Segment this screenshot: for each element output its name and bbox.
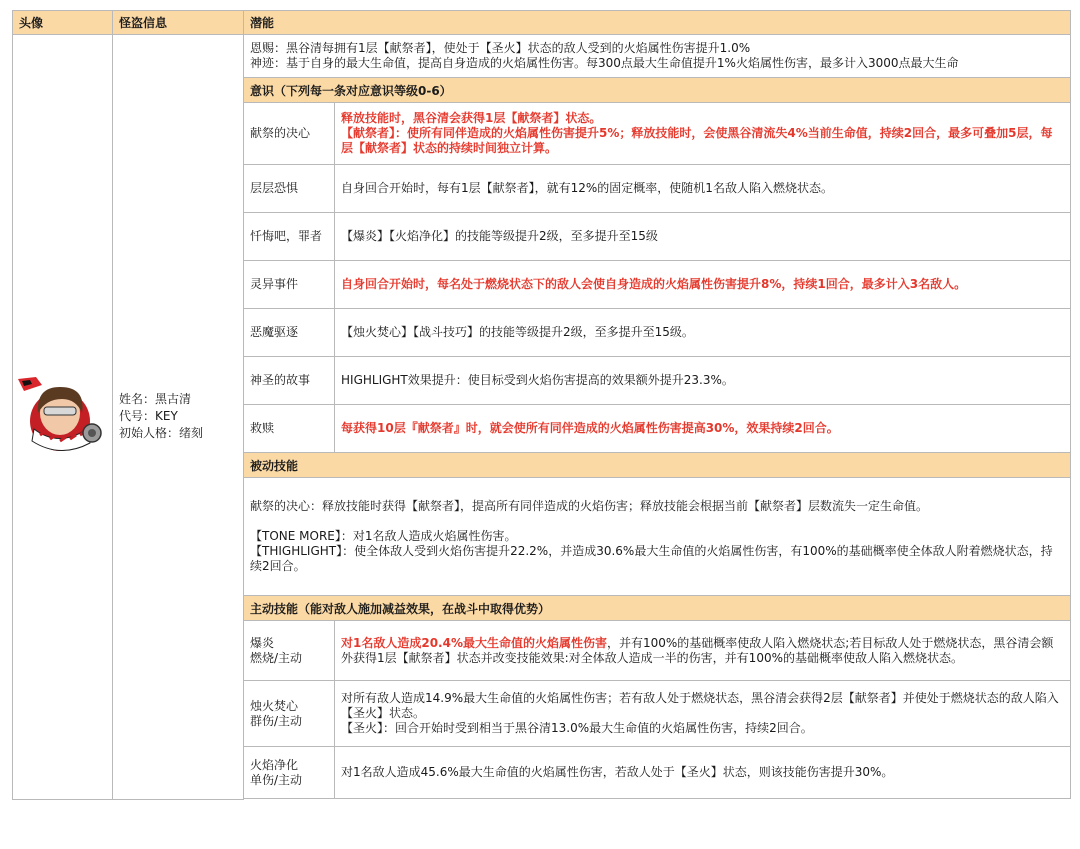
consciousness-desc: 释放技能时，黑谷清会获得1层【献祭者】状态。 【献祭者】：使所有同伴造成的火焰属性伤害提升5%；释放技能时，会使黑谷清流失4%当前生命值，持续2回合，最多可叠加5层，每层【献祭者】状态的持续时间独立计算。 bbox=[335, 103, 1071, 165]
potential-cell bbox=[244, 35, 1071, 78]
skill-desc: 对所有敌人造成14.9%最大生命值的火焰属性伤害；若有敌人处于燃烧状态，黑谷清会获得2层【献祭者】并使处于燃烧状态的敌人陷入【圣火】状态。 【圣火】：回合开始时受到相当于黑谷清13.0%最大生命值的火焰属性伤害，持续2回合。 bbox=[335, 681, 1071, 747]
skill-name-cell bbox=[244, 747, 335, 799]
consciousness-desc: HIGHLIGHT效果提升：使目标受到火焰伤害提高的效果额外提升23.3%。 bbox=[335, 357, 1071, 405]
skill-type: 燃烧/主动 bbox=[250, 650, 303, 665]
consciousness-name: 献祭的决心 bbox=[244, 103, 335, 165]
header-row bbox=[13, 11, 1071, 35]
avatar-cell bbox=[13, 35, 113, 800]
info-cell bbox=[113, 35, 244, 800]
skill-name-cell bbox=[244, 681, 335, 747]
passive-title: 被动技能 bbox=[244, 453, 1071, 478]
skill-name: 烛火焚心 bbox=[250, 698, 299, 713]
consciousness-name: 神圣的故事 bbox=[244, 357, 335, 405]
consciousness-desc: 自身回合开始时，每有1层【献祭者】，就有12%的固定概率，使随机1名敌人陷入燃烧状态。 bbox=[335, 165, 1071, 213]
consciousness-desc: 【爆炎】【火焰净化】的技能等级提升2级，至多提升至15级 bbox=[335, 213, 1071, 261]
consciousness-name: 救赎 bbox=[244, 405, 335, 453]
info-table bbox=[12, 10, 1071, 800]
consciousness-desc: 每获得10层『献祭者』时，就会使所有同伴造成的火焰属性伤害提高30%，效果持续2回合。 bbox=[335, 405, 1071, 453]
passive-cell bbox=[244, 478, 1071, 596]
character-code: 代号：KEY bbox=[119, 409, 178, 424]
consciousness-name: 灵异事件 bbox=[244, 261, 335, 309]
avatar bbox=[16, 377, 102, 457]
character-persona: 初始人格：绪刻 bbox=[119, 426, 204, 441]
consciousness-desc: 【烛火焚心】【战斗技巧】的技能等级提升2级，至多提升至15级。 bbox=[335, 309, 1071, 357]
header-info: 怪盗信息 bbox=[113, 11, 244, 35]
passive-highlight: 【THIGHLIGHT】：使全体敌人受到火焰伤害提升22.2%，并造成30.6%最大生命值的火焰属性伤害，有100%的基础概率使全体敌人附着燃烧状态，持续2回合。 bbox=[250, 544, 1053, 573]
consciousness-title: 意识（下列每一条对应意识等级0-6） bbox=[244, 78, 1071, 103]
skill-name-cell bbox=[244, 621, 335, 681]
skill-name: 爆炎 bbox=[250, 635, 275, 650]
skill-desc: 对1名敌人造成45.6%最大生命值的火焰属性伤害，若敌人处于【圣火】状态，则该技能伤害提升30%。 bbox=[335, 747, 1071, 799]
consciousness-name: 忏悔吧，罪者 bbox=[244, 213, 335, 261]
consciousness-name: 层层恐惧 bbox=[244, 165, 335, 213]
skill-name: 火焰净化 bbox=[250, 757, 299, 772]
character-portrait-icon bbox=[16, 377, 102, 457]
character-name: 姓名：黑古清 bbox=[119, 392, 192, 407]
potential-row bbox=[13, 35, 1071, 78]
consciousness-desc: 自身回合开始时，每名处于燃烧状态下的敌人会使自身造成的火焰属性伤害提升8%，持续1回合，最多计入3名敌人。 bbox=[335, 261, 1071, 309]
consciousness-name: 恶魔驱逐 bbox=[244, 309, 335, 357]
skill-type: 群伤/主动 bbox=[250, 713, 303, 728]
header-avatar: 头像 bbox=[13, 11, 113, 35]
passive-desc: 献祭的决心：释放技能时获得【献祭者】，提高所有同伴造成的火焰伤害；释放技能会根据当前【献祭者】层数流失一定生命值。 bbox=[250, 499, 929, 513]
potential-miracle: 神迹：基于自身的最大生命值，提高自身造成的火焰属性伤害。每300点最大生命值提升1%火焰属性伤害，最多计入3000点最大生命 bbox=[250, 56, 959, 70]
active-title: 主动技能（能对敌人施加减益效果，在战斗中取得优势） bbox=[244, 596, 1071, 621]
potential-grace: 恩赐：黑谷清每拥有1层【献祭者】，使处于【圣火】状态的敌人受到的火焰属性伤害提升1.0% bbox=[250, 41, 751, 55]
header-potential: 潜能 bbox=[244, 11, 1071, 35]
skill-type: 单伤/主动 bbox=[250, 772, 303, 787]
skill-desc: 对1名敌人造成20.4%最大生命值的火焰属性伤害，并有100%的基础概率使敌人陷入燃烧状态;若目标敌人处于燃烧状态，黑谷清会额外获得1层【献祭者】状态并改变技能效果:对全体敌人造成一半的伤害，并有100%的基础概率使敌人陷入燃烧状态。 bbox=[335, 621, 1071, 681]
character-sheet bbox=[12, 10, 1070, 800]
passive-tone-more: 【TONE MORE】：对1名敌人造成火焰属性伤害。 bbox=[250, 529, 517, 543]
